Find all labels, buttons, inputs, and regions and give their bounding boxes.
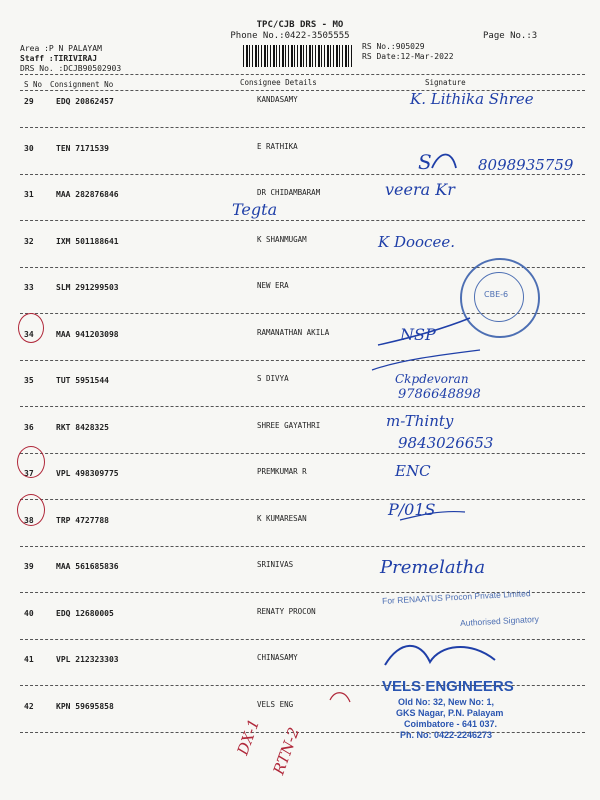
signature-30-initial: S <box>418 150 432 174</box>
signature-38: P/01S <box>388 500 436 519</box>
vels-stamp-addr2: GKS Nagar, P.N. Palayam <box>396 708 504 718</box>
round-stamp-text: CBE-6 <box>484 290 509 299</box>
row-consignment-number: IXM 501188641 <box>56 236 119 246</box>
row-consignee-name: DR CHIDAMBARAM <box>257 188 321 197</box>
row-consignee-name: S DIVYA <box>257 374 289 383</box>
row-serial-number: 35 <box>24 376 34 385</box>
footer-note-rtn: RTN-2 <box>269 725 304 777</box>
row-consignee-name: E RATHIKA <box>257 141 298 151</box>
signature-31-name: veera Kr <box>385 180 455 199</box>
renaatus-stamp: For RENAATUS Procon Private Limited <box>381 588 531 606</box>
row-consignee-name: NEW ERA <box>257 281 289 290</box>
col-sno: S No <box>24 80 43 89</box>
row-consignment-number: VPL 498309775 <box>56 469 119 478</box>
row-consignee-name: SHREE GAYATHRI <box>257 420 321 430</box>
signature-30-phone: 8098935759 <box>478 156 574 174</box>
vels-stamp-name: VELS ENGINEERS <box>382 678 514 695</box>
signature-35-name: Ckpdevoran <box>395 372 469 386</box>
row-serial-number: 31 <box>24 190 34 199</box>
row-consignment-number: TEN 7171539 <box>56 143 109 153</box>
vels-stamp-addr1: Old No: 32, New No: 1, <box>398 697 495 707</box>
row-serial-number: 36 <box>24 422 34 432</box>
row-serial-number: 33 <box>24 283 34 292</box>
staff-name: TIRIVIRAJ <box>53 54 98 63</box>
col-consignment: Consignment No <box>50 80 114 89</box>
col-signature: Signature <box>425 78 466 87</box>
row-serial-number: 38 <box>24 515 34 525</box>
signature-32: K Doocee. <box>378 233 455 251</box>
row-consignment-number: MAA 282876846 <box>56 190 119 199</box>
row-consignee-name: SRINIVAS <box>257 560 294 569</box>
row-consignment-number: KPN 59695858 <box>56 701 114 711</box>
row-consignment-number: EDQ 20862457 <box>56 97 114 106</box>
signature-36-name: m-Thinty <box>386 412 454 430</box>
row-consignment-number: MAA 561685836 <box>56 562 119 571</box>
row-consignment-number: VPL 212323303 <box>56 655 119 664</box>
row-consignment-number: TUT 5951544 <box>56 376 109 385</box>
signature-31-extra: Tegta <box>232 200 278 219</box>
page-number: Page No.:3 <box>483 31 538 41</box>
phone-number: Phone No.:0422-3505555 <box>230 31 350 41</box>
row-consignment-number: RKT 8428325 <box>56 422 109 432</box>
rs-number: RS No.:905029 <box>362 42 425 51</box>
signature-34: NSP <box>400 325 436 344</box>
row-consignee-name: RAMANATHAN AKILA <box>257 327 330 337</box>
row-serial-number: 29 <box>24 97 34 106</box>
row-serial-number: 34 <box>24 329 34 339</box>
row-consignee-name: VELS ENG <box>257 699 294 709</box>
row-consignee-name: PREMKUMAR R <box>257 467 307 476</box>
vels-stamp-addr3: Coimbatore - 641 037. <box>404 719 498 729</box>
sheet-title: TPC/CJB DRS - MO <box>256 20 344 30</box>
row-serial-number: 37 <box>24 469 34 478</box>
row-consignee-name: KANDASAMY <box>257 95 298 104</box>
row-consignee-name: K SHANMUGAM <box>257 234 307 244</box>
staff-label-text: Staff : <box>20 54 54 63</box>
row-serial-number: 40 <box>24 608 34 618</box>
vels-stamp-phone: Ph. No: 0422-2246273 <box>400 730 493 740</box>
drs-number: DRS No. :DCJB90502903 <box>20 64 122 73</box>
row-serial-number: 39 <box>24 562 34 571</box>
rs-date: RS Date:12-Mar-2022 <box>362 52 454 61</box>
row-serial-number: 42 <box>24 701 34 711</box>
row-consignment-number: SLM 291299503 <box>56 283 119 292</box>
signature-36-phone: 9843026653 <box>398 434 494 452</box>
row-consignment-number: TRP 4727788 <box>56 515 109 525</box>
col-consignee: Consignee Details <box>240 78 317 87</box>
row-consignee-name: CHINASAMY <box>257 653 298 662</box>
row-consignee-name: K KUMARESAN <box>257 513 307 523</box>
row-serial-number: 41 <box>24 655 34 664</box>
signature-37: ENC <box>395 462 431 480</box>
row-serial-number: 32 <box>24 236 34 246</box>
area-label: Area :P N PALAYAM <box>20 44 102 53</box>
authorised-signatory: Authorised Signatory <box>459 613 540 629</box>
signature-39: Premelatha <box>380 557 486 578</box>
footer-note-dx: DX-1 <box>233 716 264 758</box>
row-serial-number: 30 <box>24 143 34 153</box>
row-consignment-number: MAA 941203098 <box>56 329 119 339</box>
signature-35-phone: 9786648898 <box>398 387 481 402</box>
row-consignment-number: EDQ 12680005 <box>56 608 114 618</box>
row-consignee-name: RENATY PROCON <box>257 606 316 616</box>
signature-29: K. Lithika Shree <box>410 90 534 108</box>
